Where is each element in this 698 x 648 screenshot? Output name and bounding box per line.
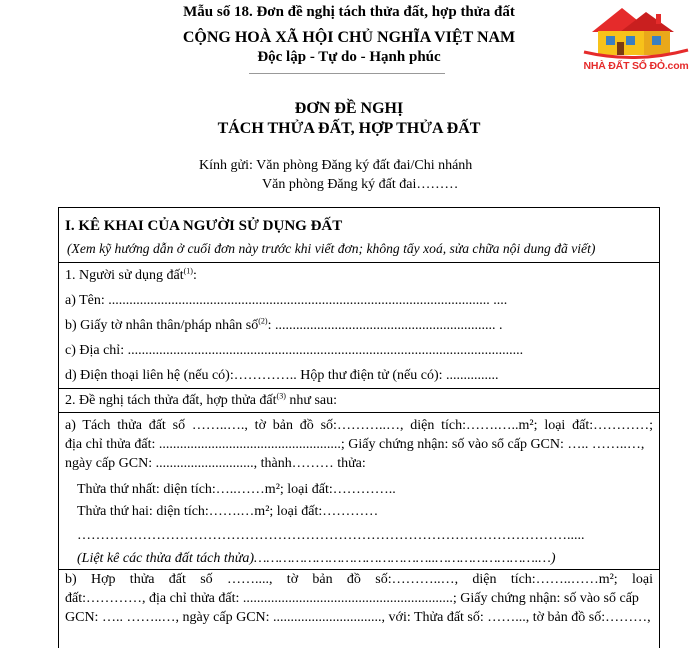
item1-label: 1. Người sử dụng đất$^{(1)}$: [65, 266, 197, 283]
merge-line3: GCN: ….. ……..…, ngày cấp GCN: ..............................., với: Thửa đất số: ……..., tờ bản đồ số:………, [65, 610, 651, 625]
contact-field: d) Điện thoại liên hệ (nếu có):………….. Hộp thư điện tử (nếu có): ............... [65, 368, 499, 383]
id-document-field: b) Giấy tờ nhân thân/pháp nhân số$^{(2)}$: ............................................................... . [65, 316, 503, 333]
header-divider [249, 73, 445, 74]
recipient-line1: Kính gửi: Văn phòng Đăng ký đất đai/Chi nhánh [199, 158, 473, 173]
motto: Độc lập - Tự do - Hạnh phúc [257, 49, 441, 65]
section-heading: I. KÊ KHAI CỦA NGƯỜI SỬ DỤNG ĐẤT [65, 218, 343, 234]
row-divider [59, 262, 659, 263]
recipient-line2: Văn phòng Đăng ký đất đai……… [262, 177, 459, 192]
row-divider [59, 412, 659, 413]
split-line3: ngày cấp GCN: ............................, thành……… thửa: [65, 456, 366, 471]
form-number: Mẫu số 18. Đơn đề nghị tách thửa đất, hợp thửa đất [183, 4, 515, 20]
parcel-first: Thửa thứ nhất: diện tích:…..……m²; loại đất:………….. [77, 482, 396, 497]
merge-line2: đất:…………, địa chỉ thửa đất: ............................................................; Giấy chứng nhận: số vào sổ cấp [65, 591, 639, 606]
row-divider [59, 388, 659, 389]
user-name-field: a) Tên: ............................................................................................................. .... [65, 293, 508, 308]
address-field: c) Địa chỉ: ................................................................................................................. [65, 343, 524, 358]
national-title: CỘNG HOÀ XÃ HỘI CHỦ NGHĨA VIỆT NAM [182, 29, 516, 46]
item2-label: 2. Đề nghị tách thửa đất, hợp thửa đất$^{(3)}$ như sau: [65, 391, 337, 408]
merge-line1: b) Hợp thửa đất số ……...., tờ bản đồ số:………..…, diện tích:……..……m²; loại [65, 572, 653, 587]
parcel-second: Thửa thứ hai: diện tích:…….…m²; loại đất:………… [77, 504, 379, 519]
document-title-line2: TÁCH THỬA ĐẤT, HỢP THỬA ĐẤT [217, 120, 481, 137]
split-line2: địa chỉ thửa đất: ....................................................; Giấy chứng nhận: số vào sổ cấp GCN: ….. ……..…, [65, 437, 645, 452]
declaration-table [58, 207, 660, 648]
document-title-line1: ĐƠN ĐỀ NGHỊ [294, 100, 404, 117]
split-line1: a) Tách thửa đất số ……..…., tờ bản đồ số:………..…, diện tích:…….…..m²; loại đất:…………; [65, 418, 653, 433]
dotted-line: ……………………………………………………………………………………………..... [77, 528, 585, 543]
row-divider [59, 569, 659, 570]
list-note: (Liệt kê các thửa đất tách thửa)……………………………………..…………………….…) [77, 551, 556, 566]
logo-text: NHÀ ĐẤT SỔ ĐỎ.com [583, 60, 689, 72]
section-note: (Xem kỹ hướng dẫn ở cuối đơn này trước khi viết đơn; không tẩy xoá, sửa chữa nội dung đã viết) [67, 241, 596, 256]
